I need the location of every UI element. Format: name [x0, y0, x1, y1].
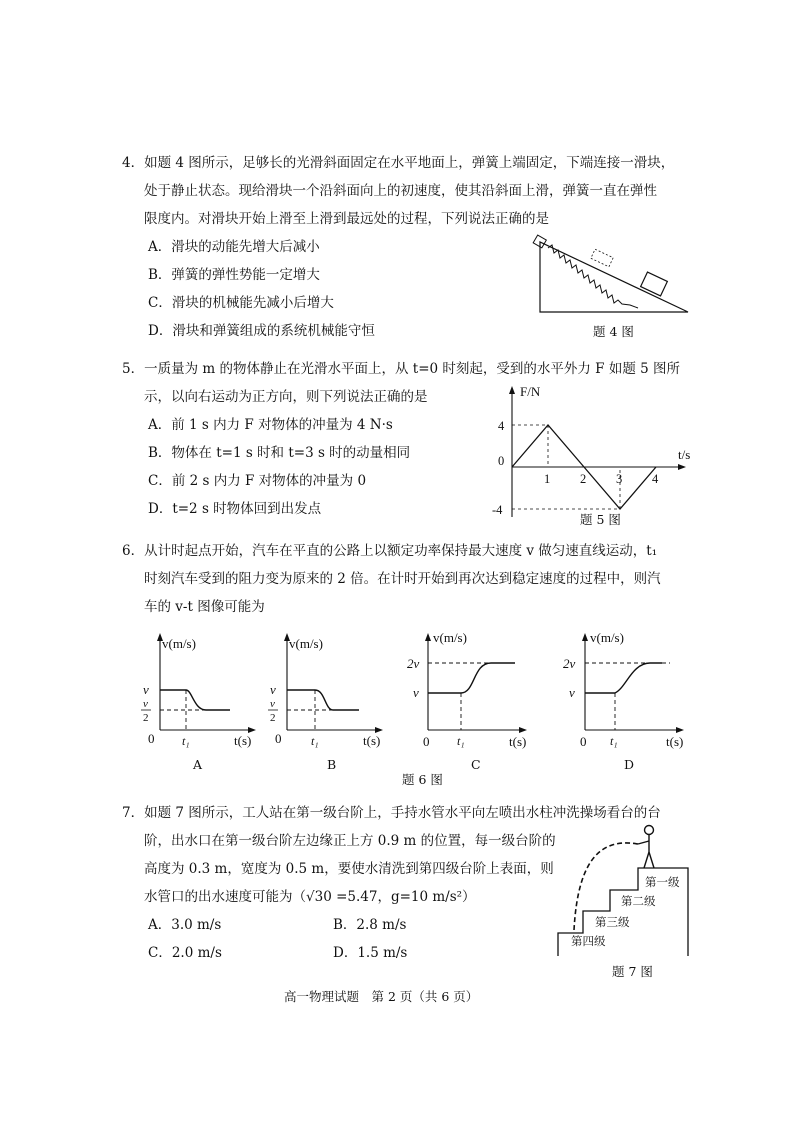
y-tick-4: 4 [498, 419, 505, 433]
q5-caption: 题 5 图 [580, 512, 621, 527]
q7-option-a: A．3.0 m/s [148, 917, 222, 933]
q5-option-d: D．t=2 s 时物体回到出发点 [148, 501, 322, 517]
svg-text:0: 0 [275, 731, 282, 746]
svg-text:v: v [270, 682, 276, 697]
x-tick-3: 3 [616, 472, 623, 486]
svg-text:0: 0 [148, 731, 155, 746]
q7-line-3: 高度为 0.3 m，宽度为 0.5 m，要使水清洗到第四级台阶上表面，则 [144, 861, 554, 877]
svg-text:t(s): t(s) [234, 733, 252, 748]
svg-text:第二级: 第二级 [621, 896, 656, 908]
svg-text:v(m/s): v(m/s) [162, 636, 196, 651]
spring [548, 245, 638, 308]
q4-caption: 题 4 图 [593, 324, 634, 339]
svg-text:v: v [569, 685, 575, 700]
svg-text:v(m/s): v(m/s) [590, 630, 624, 645]
worker-figure [638, 826, 654, 869]
q5-option-a: A．前 1 s 内力 F 对物体的冲量为 4 N·s [148, 417, 393, 433]
q6-line-1: 6．从计时起点开始，汽车在平直的公路上以额定功率保持最大速度 v 做匀速直线运动，t₁ [122, 543, 658, 559]
svg-text:0: 0 [580, 734, 587, 749]
q4-option-a: A．滑块的动能先增大后减小 [148, 239, 320, 255]
q6-label-c: C [471, 757, 481, 772]
q6-label-b: B [327, 757, 337, 772]
q5-option-c: C．前 2 s 内力 F 对物体的冲量为 0 [148, 473, 367, 489]
svg-text:v: v [143, 698, 148, 710]
q6-caption: 题 6 图 [402, 772, 443, 787]
y-arrow [509, 386, 515, 394]
x-axis-label: t/s [678, 447, 691, 462]
q4-option-d: D．滑块和弹簧组成的系统机械能守恒 [148, 323, 375, 339]
page-footer: 高一物理试题 第 2 页（共 6 页） [284, 989, 479, 1004]
x-tick-4: 4 [652, 472, 659, 486]
q6-label-d: D [624, 757, 635, 772]
v-curve [287, 690, 359, 710]
q6-line-3: 车的 v-t 图像可能为 [144, 599, 265, 615]
q4-option-b: B．弹簧的弹性势能一定增大 [148, 267, 320, 283]
svg-text:2v: 2v [407, 656, 420, 671]
svg-text:t₁: t₁ [311, 734, 319, 748]
q4-figure [530, 228, 690, 313]
y-tick-0: 0 [498, 454, 505, 468]
q5-line-2: 示，以向右运动为正方向，则下列说法正确的是 [144, 389, 428, 405]
q6-graph-a [140, 628, 265, 753]
svg-text:第一级: 第一级 [645, 877, 680, 889]
svg-text:t(s): t(s) [363, 733, 381, 748]
svg-text:0: 0 [423, 734, 430, 749]
svg-text:t₁: t₁ [182, 734, 190, 748]
v-curve [428, 663, 515, 693]
q5-line-1: 5．一质量为 m 的物体静止在光滑水平面上，从 t=0 时刻起，受到的水平外力 F 如题 5 图所 [122, 361, 681, 377]
x-tick-2: 2 [580, 472, 587, 486]
svg-text:第三级: 第三级 [595, 917, 630, 929]
svg-text:t₁: t₁ [457, 734, 465, 748]
svg-text:t(s): t(s) [666, 734, 684, 749]
svg-text:v(m/s): v(m/s) [433, 630, 467, 645]
dashed-block [591, 249, 613, 267]
svg-text:2: 2 [270, 712, 276, 724]
v-curve [160, 690, 230, 710]
q7-option-b: B．2.8 m/s [333, 917, 407, 933]
q6-graph-b [267, 628, 392, 753]
q7-caption: 题 7 图 [612, 964, 653, 979]
x-arrow [678, 464, 686, 470]
q6-line-2: 时刻汽车受到的阻力变为原来的 2 倍。在计时开始到再次达到稳定速度的过程中，则汽 [144, 571, 661, 587]
v-curve [585, 663, 662, 693]
svg-text:v: v [413, 685, 419, 700]
q4-line-3: 限度内。对滑块开始上滑至上滑到最远处的过程，下列说法正确的是 [144, 211, 549, 227]
svg-text:v: v [143, 682, 149, 697]
svg-text:第四级: 第四级 [571, 936, 606, 948]
svg-text:v: v [270, 698, 275, 710]
svg-text:v(m/s): v(m/s) [289, 636, 323, 651]
q5-force-time-chart [490, 382, 690, 522]
y-tick--4: -4 [492, 503, 503, 517]
q7-option-d: D．1.5 m/s [333, 945, 408, 961]
q4-line-1: 4．如题 4 图所示，足够长的光滑斜面固定在水平地面上，弹簧上端固定，下端连接一滑块， [122, 155, 675, 171]
q7-line-1: 7．如题 7 图所示，工人站在第一级台阶上，手持水管水平向左喷出水柱冲洗操场看台的台 [122, 805, 661, 821]
q7-option-c: C．2.0 m/s [148, 945, 222, 961]
slider-block [641, 272, 668, 296]
q6-label-a: A [193, 757, 203, 772]
q6-graph-d [560, 628, 695, 753]
svg-text:t₁: t₁ [610, 734, 618, 748]
q4-line-2: 处于静止状态。现给滑块一个沿斜面向上的初速度，使其沿斜面上滑，弹簧一直在弹性 [144, 183, 657, 199]
svg-text:2v: 2v [563, 656, 576, 671]
q4-option-c: C．滑块的机械能先减小后增大 [148, 295, 334, 311]
q6-graph-c [403, 628, 533, 753]
q7-stairs-figure [548, 818, 698, 958]
y-axis-label: F/N [520, 384, 541, 399]
q5-option-b: B．物体在 t=1 s 时和 t=3 s 时的动量相同 [148, 445, 411, 461]
x-tick-1: 1 [544, 472, 551, 486]
svg-text:2: 2 [143, 712, 149, 724]
q7-line-2: 阶，出水口在第一级台阶左边缘正上方 0.9 m 的位置，每一级台阶的 [144, 833, 556, 849]
q7-line-4: 水管口的出水速度可能为（√30 =5.47，g=10 m/s²） [144, 889, 476, 905]
svg-text:t(s): t(s) [509, 734, 527, 749]
